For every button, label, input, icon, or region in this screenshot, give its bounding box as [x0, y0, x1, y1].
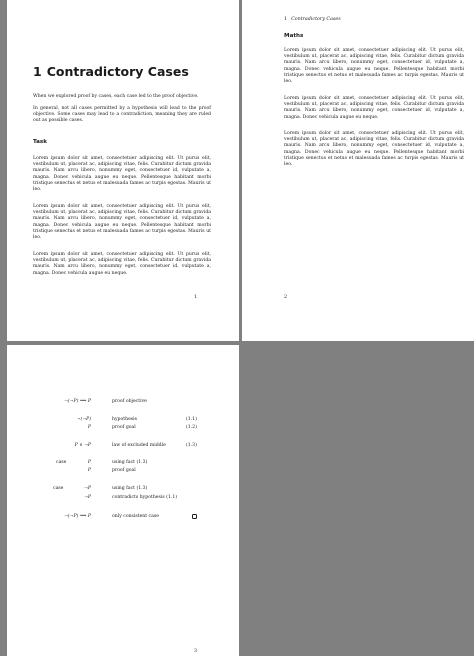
- proof-justification: only consistent case: [112, 514, 159, 519]
- proof-justification: using fact (1.3): [112, 460, 148, 465]
- lorem-paragraph-3: Lorem ipsum dolor sit amet, consectetuer adipiscing elit. Ut purus elit, vestibulum ut, placerat ac, adipiscing vitae, felis. Curabitur dictum gravida mauris. Nam arcu libero, nonummy eget, consectetuer id, vulputate a, magna. Donec vehicula augue eu neque. Pellentesque habitant morbi tristique senectus et netus et malesuada fames ac turpis egestas. Mauris ut leo.: [284, 131, 464, 168]
- proof-justification: proof objective: [112, 399, 147, 404]
- running-title: Contradictory Cases: [291, 17, 341, 22]
- chapter-number: 1: [33, 64, 42, 79]
- equation-number: (1.2): [186, 425, 197, 430]
- proof-justification: proof goal: [112, 468, 136, 473]
- running-header: [284, 17, 341, 22]
- section-title-maths: Maths: [284, 33, 304, 39]
- lorem-paragraph-1: Lorem ipsum dolor sit amet, consectetuer adipiscing elit. Ut purus elit, vestibulum ut, placerat ac, adipiscing vitae, felis. Curabitur dictum gravida mauris. Nam arcu libero, nonummy eget, consectetuer id, vulputate a, magna. Donec vehicula augue eu neque. Pellentesque habitant morbi tristique senectus et netus et malesuada fames ac turpis egestas. Mauris ut leo.: [284, 48, 464, 85]
- equation-number: (1.1): [186, 417, 197, 422]
- proof-formula: ¬P: [84, 486, 91, 491]
- proof-formula: P: [87, 468, 91, 473]
- page-1: [7, 0, 239, 341]
- running-number: 1: [284, 17, 288, 22]
- proof-formula: ¬(¬P) ⟹ P: [64, 514, 91, 519]
- lorem-paragraph-2: Lorem ipsum dolor sit amet, consectetuer adipiscing elit. Ut purus elit, vestibulum ut, placerat ac, adipiscing vitae, felis. Curabitur dictum gravida mauris. Nam arcu libero, nonummy eget, consectetuer id, vulputate a, magna. Donec vehicula augue eu neque.: [284, 96, 464, 120]
- proof-justification: contradicts hypothesis (1.1): [112, 495, 178, 500]
- proof-formula: ¬(¬P): [76, 417, 91, 422]
- qed-symbol-icon: [192, 514, 197, 519]
- page-3: [7, 345, 239, 656]
- proof-formula: P: [87, 460, 91, 465]
- proof-justification: proof goal: [112, 425, 136, 430]
- page-number: 3: [194, 649, 198, 654]
- proof-formula: ¬(¬P) ⟹ P: [64, 399, 91, 404]
- page-2: [242, 0, 474, 341]
- equation-number: (1.3): [186, 443, 197, 448]
- page-number: 2: [284, 295, 288, 300]
- lorem-paragraph-2: Lorem ipsum dolor sit amet, consectetuer adipiscing elit. Ut purus elit, vestibulum ut, placerat ac, adipiscing vitae, felis. Curabitur dictum gravida mauris. Nam arcu libero, nonummy eget, consectetuer id, vulputate a, magna. Donec vehicula augue eu neque. Pellentesque habitant morbi tristique senectus et netus et malesuada fames ac turpis egestas. Mauris ut leo.: [33, 204, 211, 241]
- proof-formula: ¬P: [84, 495, 91, 500]
- lorem-paragraph-3: Lorem ipsum dolor sit amet, consectetuer adipiscing elit. Ut purus elit, vestibulum ut, placerat ac, adipiscing vitae, felis. Curabitur dictum gravida mauris. Nam arcu libero, nonummy eget, consectetuer id, vulputate a, magna. Donec vehicula augue eu neque.: [33, 252, 211, 276]
- chapter-title: Contradictory Cases: [46, 64, 189, 79]
- lorem-paragraph-1: Lorem ipsum dolor sit amet, consectetuer adipiscing elit. Ut purus elit, vestibulum ut, placerat ac, adipiscing vitae, felis. Curabitur dictum gravida mauris. Nam arcu libero, nonummy eget, consectetuer id, vulputate a, magna. Donec vehicula augue eu neque. Pellentesque habitant morbi tristique senectus et netus et malesuada fames ac turpis egestas. Mauris ut leo.: [33, 156, 211, 193]
- proof-justification: law of excluded middle: [112, 443, 166, 448]
- proof-formula: P ∨ ¬P: [74, 443, 91, 448]
- section-title-task: Task: [33, 139, 47, 145]
- intro-paragraph-2: In general, not all cases permitted by a hypothesis will lead to the proof objective. Some cases may lead to a contradiction, meaning they are ruled out as possible cases.: [33, 106, 211, 124]
- intro-paragraph-1: When we explored proof by cases, each case led to the proof objective.: [33, 94, 199, 99]
- proof-justification: using fact (1.3): [112, 486, 148, 491]
- case-label: case: [56, 460, 67, 465]
- page-number: 1: [194, 295, 198, 300]
- proof-formula: P: [87, 425, 91, 430]
- chapter-heading: [33, 64, 189, 79]
- proof-justification: hypothesis: [112, 417, 137, 422]
- case-label: case: [53, 486, 64, 491]
